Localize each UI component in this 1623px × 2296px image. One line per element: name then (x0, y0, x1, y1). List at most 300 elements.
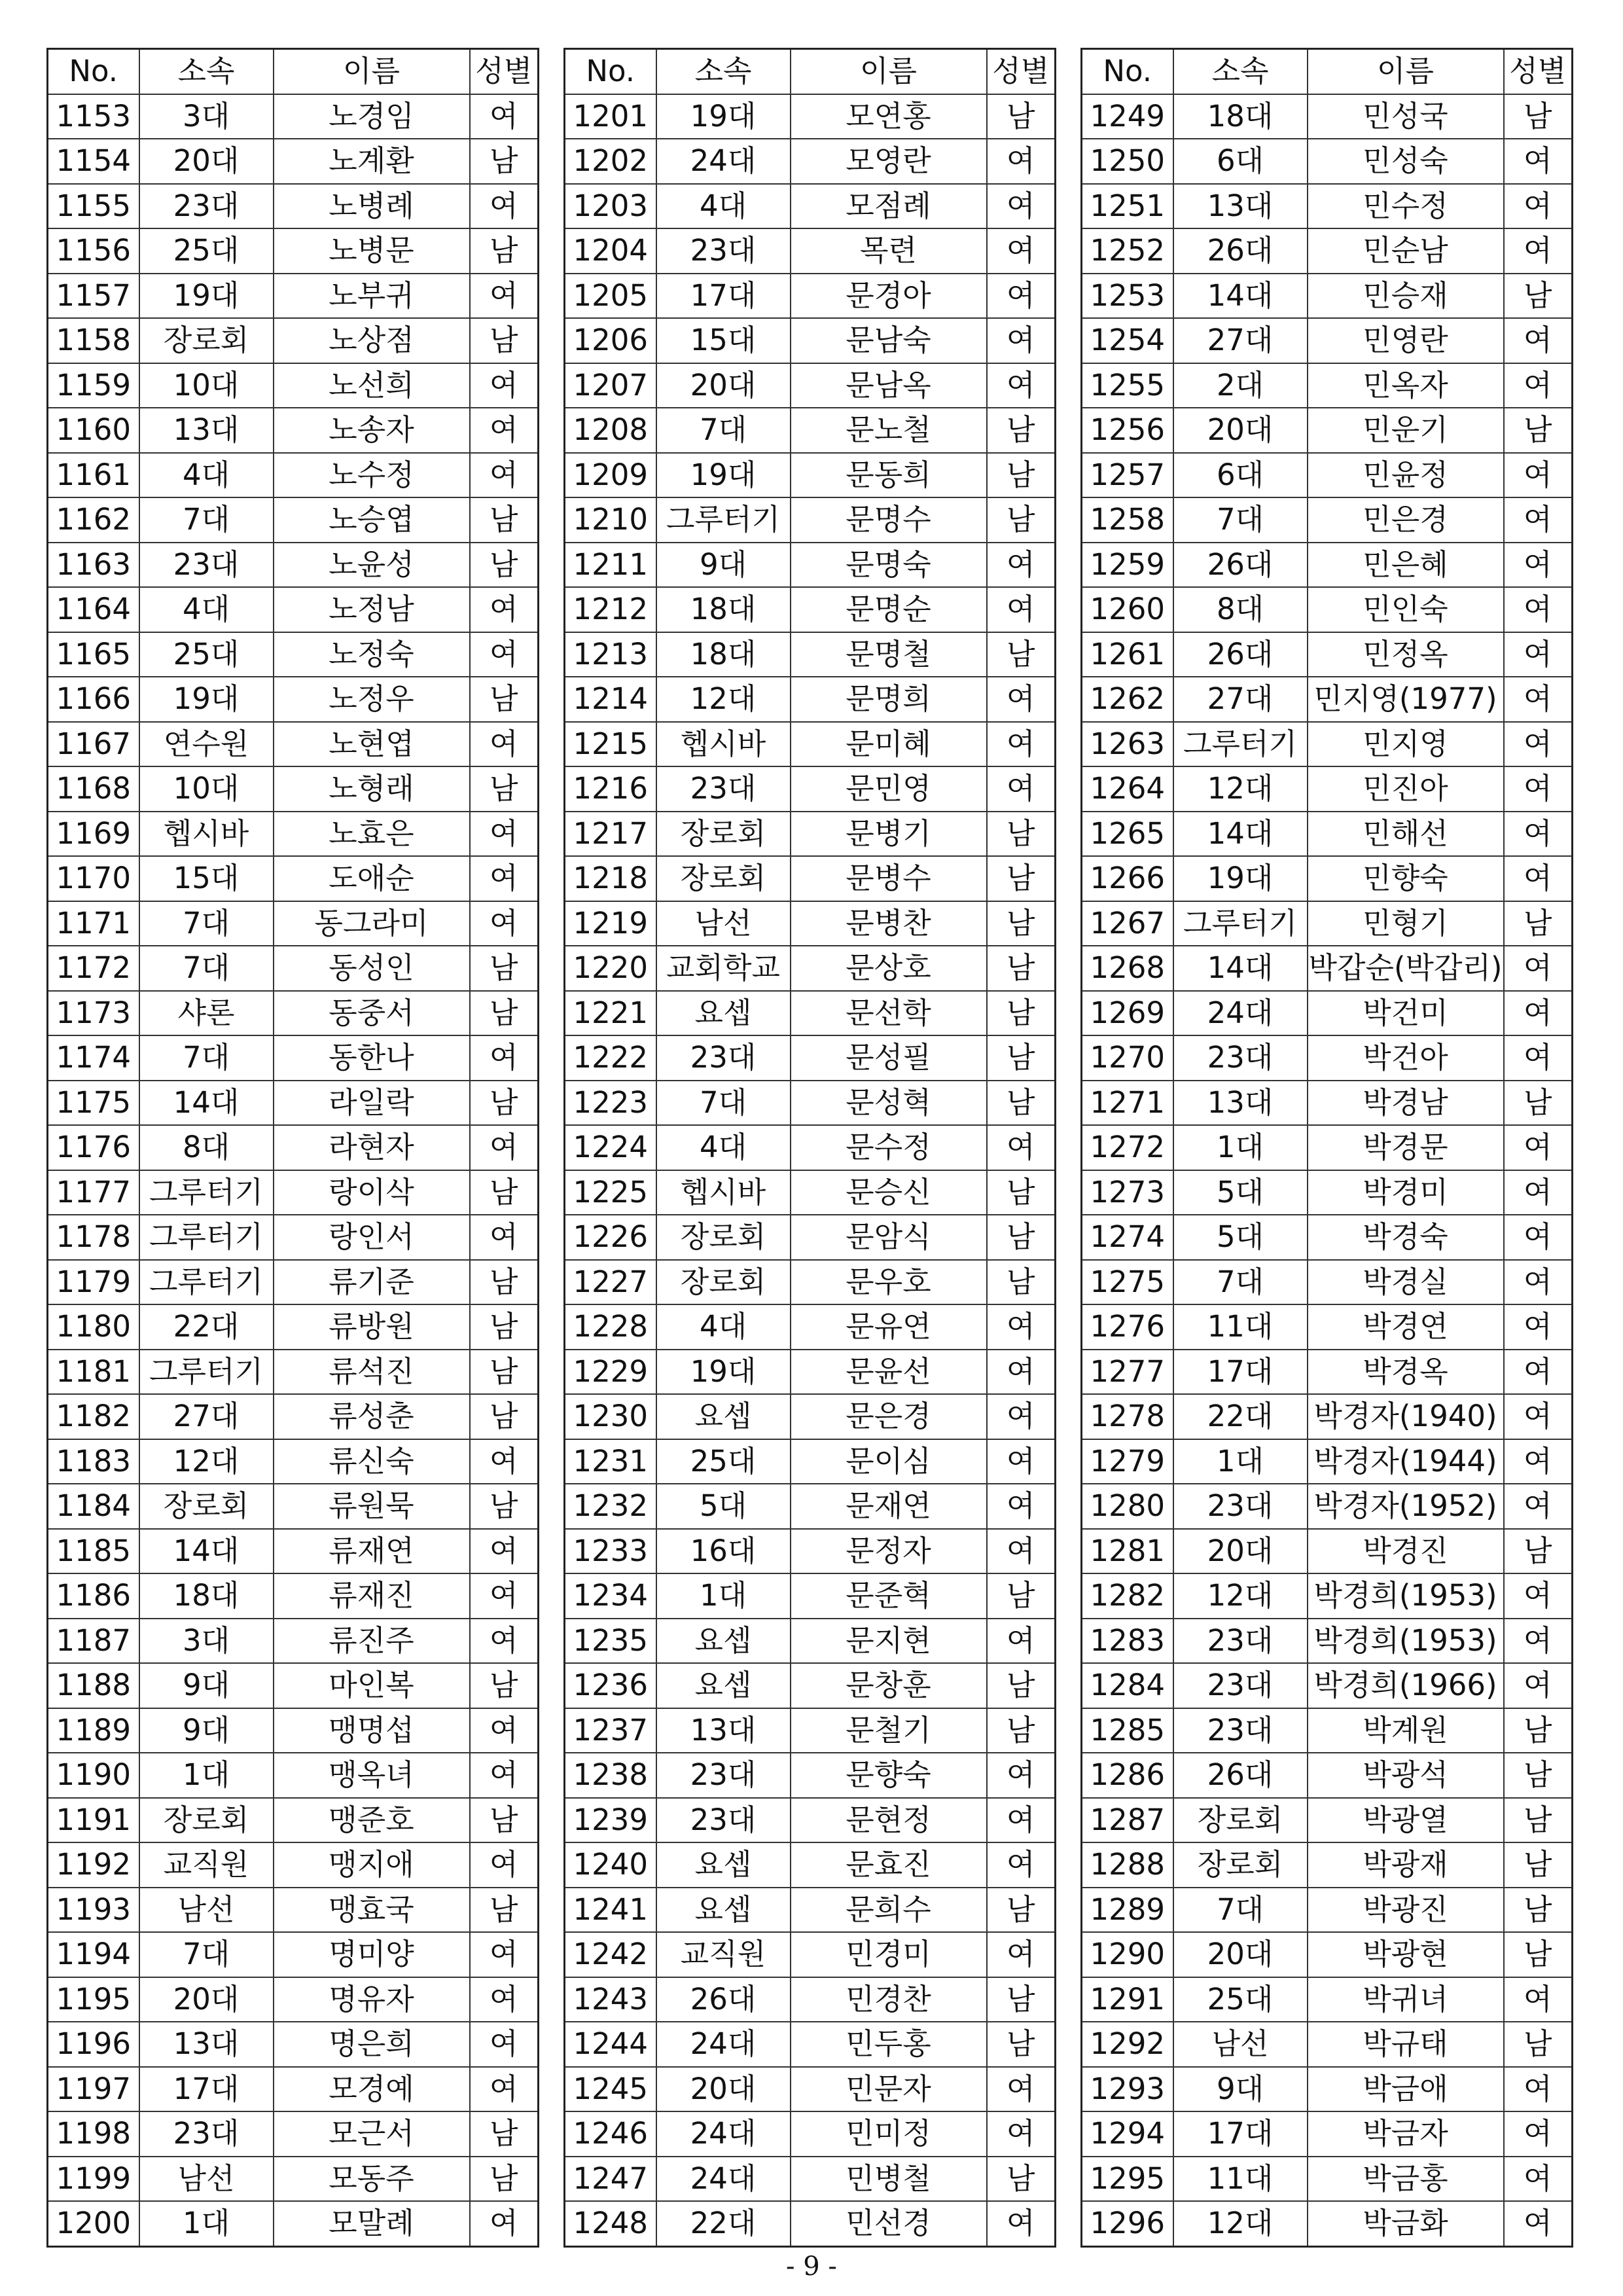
table-row (1082, 677, 1573, 722)
cell-affiliation: 26대 (1173, 1753, 1308, 1798)
cell-affiliation: 13대 (656, 1708, 791, 1753)
table-row (565, 1842, 1056, 1888)
cell-affiliation: 27대 (1173, 677, 1308, 722)
cell-affiliation: 23대 (1173, 1035, 1308, 1081)
cell-no: 1201 (565, 94, 656, 139)
cell-no: 1242 (565, 1932, 656, 1977)
cell-name: 민지영 (1308, 722, 1504, 767)
header-gender: 성별 (987, 49, 1056, 94)
cell-gender: 남 (1504, 274, 1573, 319)
cell-no: 1216 (565, 766, 656, 812)
cell-no: 1241 (565, 1888, 656, 1933)
cell-affiliation: 19대 (139, 677, 274, 722)
cell-name: 문명순 (791, 587, 987, 632)
cell-no: 1204 (565, 228, 656, 274)
table-row (1082, 1394, 1573, 1439)
table-row (1082, 1888, 1573, 1933)
cell-no: 1280 (1082, 1484, 1173, 1529)
table-row (565, 1125, 1056, 1170)
cell-no: 1261 (1082, 632, 1173, 677)
table-row (1082, 1260, 1573, 1305)
header-row (1082, 49, 1573, 94)
table-row (1082, 1484, 1573, 1529)
cell-gender: 남 (1504, 901, 1573, 946)
roster-table-1 (46, 48, 539, 2248)
cell-no: 1260 (1082, 587, 1173, 632)
cell-gender: 여 (470, 1573, 539, 1619)
roster-table-2 (563, 48, 1056, 2248)
cell-name: 문성필 (791, 1035, 987, 1081)
cell-no: 1294 (1082, 2111, 1173, 2157)
cell-gender: 남 (987, 1708, 1056, 1753)
table-row (1082, 94, 1573, 139)
table-row (1082, 2022, 1573, 2067)
cell-name: 류신숙 (274, 1439, 470, 1484)
table-row (48, 677, 539, 722)
cell-name: 박금애 (1308, 2067, 1504, 2112)
cell-name: 박건아 (1308, 1035, 1504, 1081)
cell-name: 민경미 (791, 1932, 987, 1977)
table-row (565, 587, 1056, 632)
cell-name: 박금화 (1308, 2201, 1504, 2246)
cell-no: 1273 (1082, 1170, 1173, 1215)
table-row (565, 2111, 1056, 2157)
cell-no: 1284 (1082, 1663, 1173, 1708)
cell-gender: 여 (470, 587, 539, 632)
roster-tables (46, 48, 1578, 2241)
cell-affiliation: 20대 (656, 2067, 791, 2112)
cell-gender: 여 (1504, 1260, 1573, 1305)
cell-affiliation: 남선 (139, 2157, 274, 2202)
cell-affiliation: 25대 (1173, 1977, 1308, 2022)
table-row (48, 1260, 539, 1305)
cell-gender: 여 (987, 766, 1056, 812)
table-row (1082, 1215, 1573, 1260)
table-row (565, 274, 1056, 319)
table-row (48, 1977, 539, 2022)
cell-gender: 남 (1504, 1529, 1573, 1574)
table-row (48, 766, 539, 812)
cell-affiliation: 13대 (139, 408, 274, 453)
table-row (1082, 722, 1573, 767)
cell-no: 1221 (565, 991, 656, 1036)
cell-affiliation: 3대 (139, 1619, 274, 1664)
cell-affiliation: 그루터기 (139, 1260, 274, 1305)
table-row (1082, 139, 1573, 184)
cell-gender: 여 (1504, 1663, 1573, 1708)
cell-gender: 남 (470, 946, 539, 991)
table-row (565, 1081, 1056, 1126)
header-no: No. (48, 49, 139, 94)
table-row (1082, 228, 1573, 274)
cell-affiliation: 4대 (656, 1304, 791, 1350)
cell-gender: 남 (1504, 1932, 1573, 1977)
cell-name: 맹옥녀 (274, 1753, 470, 1798)
cell-affiliation: 25대 (656, 1439, 791, 1484)
table-row (48, 1798, 539, 1843)
cell-no: 1155 (48, 184, 139, 229)
cell-affiliation: 장로회 (139, 1798, 274, 1843)
cell-affiliation: 장로회 (1173, 1842, 1308, 1888)
cell-no: 1281 (1082, 1529, 1173, 1574)
cell-no: 1263 (1082, 722, 1173, 767)
cell-affiliation: 그루터기 (139, 1215, 274, 1260)
cell-no: 1169 (48, 812, 139, 857)
cell-no: 1195 (48, 1977, 139, 2022)
cell-gender: 남 (470, 1798, 539, 1843)
cell-affiliation: 12대 (656, 677, 791, 722)
cell-affiliation: 23대 (139, 2111, 274, 2157)
cell-affiliation: 22대 (139, 1304, 274, 1350)
header-name: 이름 (791, 49, 987, 94)
table-row (48, 2157, 539, 2202)
table-row (48, 1125, 539, 1170)
table-row (48, 2201, 539, 2246)
cell-name: 문이심 (791, 1439, 987, 1484)
cell-affiliation: 20대 (139, 1977, 274, 2022)
cell-name: 맹효국 (274, 1888, 470, 1933)
table-row (48, 228, 539, 274)
cell-name: 민경찬 (791, 1977, 987, 2022)
cell-name: 문미혜 (791, 722, 987, 767)
cell-gender: 여 (987, 184, 1056, 229)
table-row (48, 1304, 539, 1350)
cell-affiliation: 23대 (1173, 1619, 1308, 1664)
cell-name: 박경희(1966) (1308, 1663, 1504, 1708)
cell-name: 맹지애 (274, 1842, 470, 1888)
cell-name: 문남옥 (791, 363, 987, 408)
cell-name: 민정옥 (1308, 632, 1504, 677)
cell-affiliation: 23대 (656, 1753, 791, 1798)
cell-no: 1217 (565, 812, 656, 857)
cell-gender: 여 (1504, 2067, 1573, 2112)
cell-name: 노계환 (274, 139, 470, 184)
cell-name: 랑이삭 (274, 1170, 470, 1215)
table-row (48, 1619, 539, 1664)
table-row (565, 139, 1056, 184)
cell-gender: 여 (1504, 1350, 1573, 1395)
table-row (48, 1573, 539, 1619)
cell-no: 1186 (48, 1573, 139, 1619)
cell-no: 1289 (1082, 1888, 1173, 1933)
cell-gender: 남 (1504, 1081, 1573, 1126)
cell-name: 박규태 (1308, 2022, 1504, 2067)
cell-affiliation: 12대 (1173, 2201, 1308, 2246)
cell-affiliation: 3대 (139, 94, 274, 139)
table-row (48, 722, 539, 767)
cell-name: 동성인 (274, 946, 470, 991)
cell-affiliation: 8대 (139, 1125, 274, 1170)
cell-no: 1206 (565, 318, 656, 363)
cell-name: 문유연 (791, 1304, 987, 1350)
cell-affiliation: 10대 (139, 766, 274, 812)
cell-affiliation: 7대 (139, 946, 274, 991)
cell-no: 1246 (565, 2111, 656, 2157)
cell-affiliation: 7대 (1173, 1260, 1308, 1305)
cell-name: 문노철 (791, 408, 987, 453)
cell-no: 1283 (1082, 1619, 1173, 1664)
cell-no: 1244 (565, 2022, 656, 2067)
cell-affiliation: 26대 (1173, 632, 1308, 677)
cell-gender: 남 (470, 2157, 539, 2202)
cell-no: 1205 (565, 274, 656, 319)
cell-name: 문준혁 (791, 1573, 987, 1619)
cell-gender: 여 (470, 1619, 539, 1664)
table-row (565, 228, 1056, 274)
cell-gender: 여 (470, 901, 539, 946)
cell-no: 1229 (565, 1350, 656, 1395)
cell-no: 1226 (565, 1215, 656, 1260)
cell-affiliation: 그루터기 (1173, 901, 1308, 946)
table-row (565, 94, 1056, 139)
table-row (48, 1888, 539, 1933)
cell-affiliation: 23대 (656, 228, 791, 274)
cell-affiliation: 4대 (139, 453, 274, 498)
cell-affiliation: 그루터기 (139, 1170, 274, 1215)
cell-name: 문윤선 (791, 1350, 987, 1395)
table-row (565, 946, 1056, 991)
cell-name: 박광열 (1308, 1798, 1504, 1843)
cell-name: 모점례 (791, 184, 987, 229)
table-row (48, 1842, 539, 1888)
cell-no: 1164 (48, 587, 139, 632)
cell-no: 1198 (48, 2111, 139, 2157)
cell-gender: 남 (470, 1304, 539, 1350)
cell-no: 1175 (48, 1081, 139, 1126)
cell-gender: 남 (470, 1484, 539, 1529)
cell-affiliation: 장로회 (656, 1215, 791, 1260)
cell-no: 1233 (565, 1529, 656, 1574)
cell-gender: 여 (1504, 1170, 1573, 1215)
cell-no: 1225 (565, 1170, 656, 1215)
cell-no: 1179 (48, 1260, 139, 1305)
cell-name: 문수정 (791, 1125, 987, 1170)
cell-gender: 남 (987, 901, 1056, 946)
cell-affiliation: 장로회 (139, 1484, 274, 1529)
cell-no: 1262 (1082, 677, 1173, 722)
table-row (1082, 901, 1573, 946)
cell-gender: 남 (470, 677, 539, 722)
cell-gender: 여 (1504, 1977, 1573, 2022)
cell-name: 노송자 (274, 408, 470, 453)
cell-name: 민형기 (1308, 901, 1504, 946)
cell-affiliation: 24대 (656, 2022, 791, 2067)
table-row (1082, 1932, 1573, 1977)
cell-gender: 남 (987, 1035, 1056, 1081)
table-row (1082, 2157, 1573, 2202)
table-row (1082, 2111, 1573, 2157)
table-row (48, 946, 539, 991)
cell-no: 1177 (48, 1170, 139, 1215)
table-row (1082, 1081, 1573, 1126)
table-row (48, 497, 539, 543)
cell-gender: 남 (470, 497, 539, 543)
cell-no: 1255 (1082, 363, 1173, 408)
cell-affiliation: 26대 (1173, 228, 1308, 274)
cell-no: 1181 (48, 1350, 139, 1395)
cell-name: 노현엽 (274, 722, 470, 767)
cell-gender: 남 (1504, 1753, 1573, 1798)
cell-affiliation: 요셉 (656, 1888, 791, 1933)
cell-no: 1213 (565, 632, 656, 677)
cell-gender: 여 (1504, 139, 1573, 184)
cell-name: 문철기 (791, 1708, 987, 1753)
cell-gender: 남 (1504, 1798, 1573, 1843)
cell-gender: 남 (470, 991, 539, 1036)
cell-no: 1197 (48, 2067, 139, 2112)
table-row (565, 856, 1056, 901)
cell-gender: 여 (987, 1484, 1056, 1529)
table-row (565, 408, 1056, 453)
cell-gender: 여 (470, 2022, 539, 2067)
cell-affiliation: 25대 (139, 228, 274, 274)
cell-gender: 남 (470, 1170, 539, 1215)
cell-name: 박광석 (1308, 1753, 1504, 1798)
cell-affiliation: 9대 (1173, 2067, 1308, 2112)
cell-no: 1190 (48, 1753, 139, 1798)
cell-affiliation: 1대 (1173, 1125, 1308, 1170)
cell-no: 1237 (565, 1708, 656, 1753)
cell-no: 1203 (565, 184, 656, 229)
cell-gender: 여 (470, 408, 539, 453)
header-affiliation: 소속 (656, 49, 791, 94)
cell-name: 노수정 (274, 453, 470, 498)
cell-gender: 남 (987, 1663, 1056, 1708)
cell-gender: 여 (987, 2067, 1056, 2112)
cell-name: 문명숙 (791, 543, 987, 588)
cell-no: 1193 (48, 1888, 139, 1933)
cell-gender: 남 (470, 543, 539, 588)
cell-gender: 남 (987, 2022, 1056, 2067)
cell-gender: 여 (1504, 677, 1573, 722)
cell-name: 민순남 (1308, 228, 1504, 274)
cell-affiliation: 12대 (1173, 1573, 1308, 1619)
page-number: - 9 - (786, 2251, 837, 2282)
cell-affiliation: 1대 (656, 1573, 791, 1619)
cell-no: 1296 (1082, 2201, 1173, 2246)
cell-name: 민은혜 (1308, 543, 1504, 588)
cell-gender: 남 (987, 1081, 1056, 1126)
cell-name: 노윤성 (274, 543, 470, 588)
cell-affiliation: 17대 (1173, 2111, 1308, 2157)
table-row (1082, 1842, 1573, 1888)
cell-name: 류재연 (274, 1529, 470, 1574)
cell-name: 문민영 (791, 766, 987, 812)
cell-gender: 여 (1504, 1035, 1573, 1081)
cell-affiliation: 17대 (1173, 1350, 1308, 1395)
table-row (565, 1350, 1056, 1395)
cell-gender: 여 (470, 1035, 539, 1081)
cell-no: 1183 (48, 1439, 139, 1484)
cell-no: 1295 (1082, 2157, 1173, 2202)
cell-affiliation: 7대 (1173, 1888, 1308, 1933)
table-row (565, 363, 1056, 408)
table-row (48, 94, 539, 139)
table-row (565, 543, 1056, 588)
cell-gender: 여 (470, 1753, 539, 1798)
cell-no: 1211 (565, 543, 656, 588)
cell-name: 민문자 (791, 2067, 987, 2112)
cell-affiliation: 17대 (656, 274, 791, 319)
cell-name: 노승엽 (274, 497, 470, 543)
cell-name: 노정남 (274, 587, 470, 632)
cell-no: 1168 (48, 766, 139, 812)
cell-affiliation: 13대 (1173, 1081, 1308, 1126)
cell-name: 박계원 (1308, 1708, 1504, 1753)
cell-affiliation: 2대 (1173, 363, 1308, 408)
cell-name: 민진아 (1308, 766, 1504, 812)
cell-no: 1223 (565, 1081, 656, 1126)
table-row (1082, 1663, 1573, 1708)
cell-gender: 여 (470, 1215, 539, 1260)
cell-gender: 여 (470, 1842, 539, 1888)
cell-gender: 여 (470, 2067, 539, 2112)
cell-affiliation: 14대 (139, 1529, 274, 1574)
cell-name: 명유자 (274, 1977, 470, 2022)
cell-gender: 여 (987, 2111, 1056, 2157)
cell-name: 박경자(1940) (1308, 1394, 1504, 1439)
cell-no: 1268 (1082, 946, 1173, 991)
cell-gender: 여 (1504, 1484, 1573, 1529)
cell-name: 민수정 (1308, 184, 1504, 229)
cell-gender: 남 (987, 632, 1056, 677)
cell-name: 박경실 (1308, 1260, 1504, 1305)
cell-gender: 남 (470, 139, 539, 184)
table-row (1082, 274, 1573, 319)
table-row (565, 1798, 1056, 1843)
cell-name: 모경예 (274, 2067, 470, 2112)
cell-no: 1192 (48, 1842, 139, 1888)
cell-affiliation: 장로회 (656, 1260, 791, 1305)
cell-name: 박금자 (1308, 2111, 1504, 2157)
cell-no: 1278 (1082, 1394, 1173, 1439)
cell-affiliation: 9대 (139, 1663, 274, 1708)
cell-name: 동그라미 (274, 901, 470, 946)
cell-gender: 여 (987, 677, 1056, 722)
cell-no: 1159 (48, 363, 139, 408)
cell-gender: 여 (1504, 946, 1573, 991)
cell-gender: 남 (1504, 408, 1573, 453)
table-row (48, 408, 539, 453)
table-row (48, 1529, 539, 1574)
cell-affiliation: 11대 (1173, 1304, 1308, 1350)
cell-name: 문경아 (791, 274, 987, 319)
cell-gender: 여 (987, 1394, 1056, 1439)
cell-no: 1285 (1082, 1708, 1173, 1753)
cell-gender: 여 (987, 228, 1056, 274)
cell-name: 노선희 (274, 363, 470, 408)
cell-name: 민윤정 (1308, 453, 1504, 498)
table-row (48, 812, 539, 857)
table-row (48, 274, 539, 319)
cell-name: 민운기 (1308, 408, 1504, 453)
cell-no: 1254 (1082, 318, 1173, 363)
cell-gender: 여 (1504, 453, 1573, 498)
cell-gender: 여 (470, 722, 539, 767)
cell-no: 1238 (565, 1753, 656, 1798)
cell-affiliation: 12대 (139, 1439, 274, 1484)
cell-name: 박경연 (1308, 1304, 1504, 1350)
cell-gender: 여 (987, 2201, 1056, 2246)
cell-affiliation: 18대 (656, 632, 791, 677)
cell-affiliation: 24대 (656, 2111, 791, 2157)
cell-no: 1153 (48, 94, 139, 139)
table-row (48, 1663, 539, 1708)
cell-affiliation: 헵시바 (139, 812, 274, 857)
cell-gender: 여 (1504, 363, 1573, 408)
cell-name: 문병찬 (791, 901, 987, 946)
cell-affiliation: 6대 (1173, 453, 1308, 498)
